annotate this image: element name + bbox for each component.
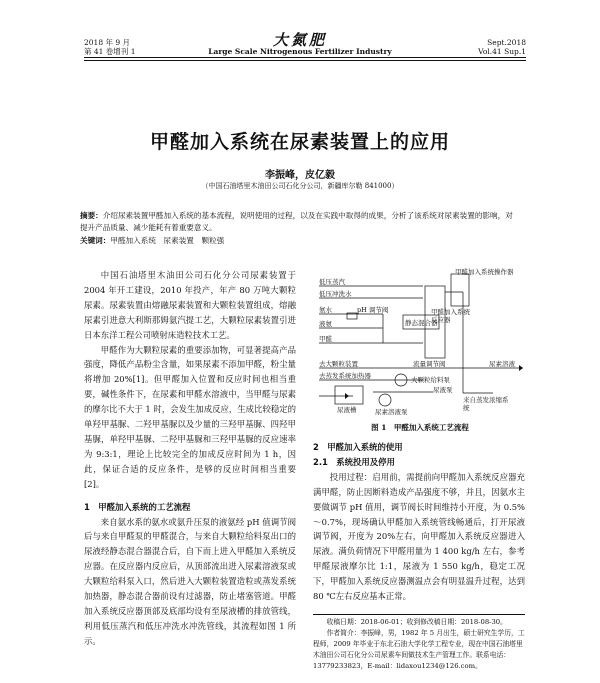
header-volume-cn: 第 41 卷增刊 1: [84, 47, 136, 56]
label-formal-reactor: 甲醛加入系统反应器: [431, 308, 470, 324]
right-column: [313, 440, 525, 604]
paper-authors: 李振峰，皮亿毅: [265, 170, 335, 181]
label-pump-sys: 甲醛加入系统操作器: [455, 268, 514, 276]
label-low-flush: 低压冲洗水: [319, 290, 352, 298]
journal-logo: 大氮肥: [272, 31, 327, 49]
label-granule-feed-pump: 大颗粒给料泵: [411, 376, 450, 384]
abstract: [80, 210, 520, 234]
paper-title: 甲醛加入系统在尿素装置上的应用: [149, 131, 450, 153]
journal-name-en: Large Scale Nitrogenous Fertilizer Industry: [208, 47, 392, 56]
label-liquid-ammonia: 液氨: [319, 320, 332, 328]
label-urea-tank: 尿液槽: [337, 406, 357, 414]
section-2-title: 2 甲醛加入系统的使用: [313, 442, 403, 452]
label-low-steam: 低压蒸汽: [319, 278, 345, 286]
keywords: [80, 235, 520, 247]
header-date-en: Sept.2018: [487, 38, 526, 47]
header-rule-thin: [84, 60, 526, 61]
label-ammonia: 氨水: [319, 306, 332, 314]
label-urea-solution: 尿素溶液: [489, 360, 515, 368]
keywords-text: 甲醛加入系统 尿素装置 颗粒强: [110, 236, 225, 245]
header-rule: [84, 57, 526, 58]
abstract-text: 介绍尿素装置甲醛加入系统的基本流程，说明使用的过程，以及在实践中取得的成果，分析了该系统对尿素装置的影响，对提升产品质量、减少能耗有着重要意义。: [80, 211, 513, 232]
intro-paragraph-1: 中国石油塔里木油田公司石化分公司尿素装置于 2004 年开工建设，2010 年投产，年产 80 万吨大颗粒尿素。尿素装置由熔融尿素装置和大颗粒装置组成，熔融尿素引进意大利斯那姆氨汽提工艺，大颗粒尿素装置引进日本东洋工程公司喷射床造粒技术工艺。: [84, 270, 296, 340]
paper-affiliation: （中国石油塔里木油田公司石化分公司，新疆库尔勒 841000）: [201, 182, 399, 190]
label-from-evap: 来自蒸发浓缩系统: [463, 396, 509, 412]
label-to-granule: 去大颗粒装置: [319, 360, 358, 368]
section-2-1-title: 2.1 系统投用及停用: [313, 456, 395, 467]
label-flow-valve: 流量调节阀: [413, 360, 446, 368]
footnote-received: 收稿日期：2018-06-01；收到修改稿日期：2018-08-30。: [326, 618, 507, 626]
footnote-author-info: 作者简介：李振峰，男，1982 年 5 月出生，硕士研究生学历，工程师，2009 年毕业于东北石油大学化学工程专业，现在中国石油塔里木油田公司石化分公司尿素车间做技术生产管理工作。联系电话：13779233823，E-mail：lidaxou1234@126.com。: [313, 629, 525, 670]
abstract-label: 摘要：: [80, 211, 103, 220]
intro-paragraph-2: 甲醛作为大颗粒尿素的重要添加物，可显著提高产品强度，降低产品粉尘含量，如果尿素不添加甲醛，粉尘量将增加 20%[1]。但甲醛加入位置和反应时间也相当重要，碱性条件下，在尿素和甲醛水溶液中，当甲醛与尿素的摩尔比不大于 1 时，会发生加成反应，生成比较稳定的单羟甲基脲、二羟甲基脲以及少量的三羟甲基脲、四羟甲基脲，单羟甲基脲、二羟甲基脲和三羟甲基脲的反应速率为 9:3:1，理论上比较完全的加成反应时间为 1 h，因此，保证合适的反应条件，是够的反应时间相当重要[2]。: [84, 344, 296, 489]
header-volume-en: Vol.41 Sup.1: [478, 47, 526, 56]
label-formaldehyde: 甲醛: [319, 335, 332, 343]
label-to-evap: 去蒸发系统加热器: [319, 372, 371, 380]
section-1-title: 1 甲醛加入系统的工艺流程: [84, 501, 191, 512]
figure-1: [313, 268, 527, 428]
section-1-paragraph: 来自氨水系的氨水或氨升压泵的液氨经 pH 值调节阀后与来自甲醛泵的甲醛混合，与来自大颗粒给料泵出口的尿液经静态混合器混合后，自下而上进入甲醛加入系统反应器。在反应器内反应后，从顶部流出进入尿素溶液泵或大颗粒给料泵入口，然后进入大颗粒装置造粒或蒸发系统加热器，静态混合器前设有过滤器，防止堵塞管道。甲醛加入系统反应器顶部及底部均设有至尿液槽的排放管线，利用低压蒸汽和低压冲洗水冲洗管线，其流程如图 1 所示。: [84, 516, 296, 646]
footnote-rule: [313, 614, 525, 615]
label-static-mixer: 静态混合器: [405, 319, 438, 327]
label-ph-valve: pH 调节阀: [357, 306, 389, 314]
header-date-cn: 2018 年 9 月: [84, 38, 131, 47]
footnote: [313, 617, 525, 672]
figure-1-caption: 图 1 甲醛加入系统工艺流程: [371, 423, 469, 432]
left-column: [84, 268, 296, 649]
keywords-label: 关键词：: [80, 236, 111, 245]
label-urea-melt-pump: 尿素溶液泵: [375, 408, 408, 416]
label-urea-pump: 尿液泵: [433, 386, 453, 394]
section-2-1-paragraph: 投用过程：启用前，需提前向甲醛加入系统反应器充满甲醛，防止因断料造成产品强度不够，并且，因氨水主要做调节 pH 值用，调节阀长时间维持小开度，为 0.5%～0.7%，现场确认甲醛加入系统管线畅通后，打开尿液调节阀，开度为 20%左右，向甲醛加入系统反应器进入尿液。满负荷情况下甲醛用量为 1 400 kg/h 左右，参考甲醛尿液摩尔比 1:1，尿液为 1 550 kg/h，稳定工况下，甲醛加入系统反应器测温点会有明显温升过程，达到 80 ℃左右反应基本正常。: [313, 471, 525, 602]
